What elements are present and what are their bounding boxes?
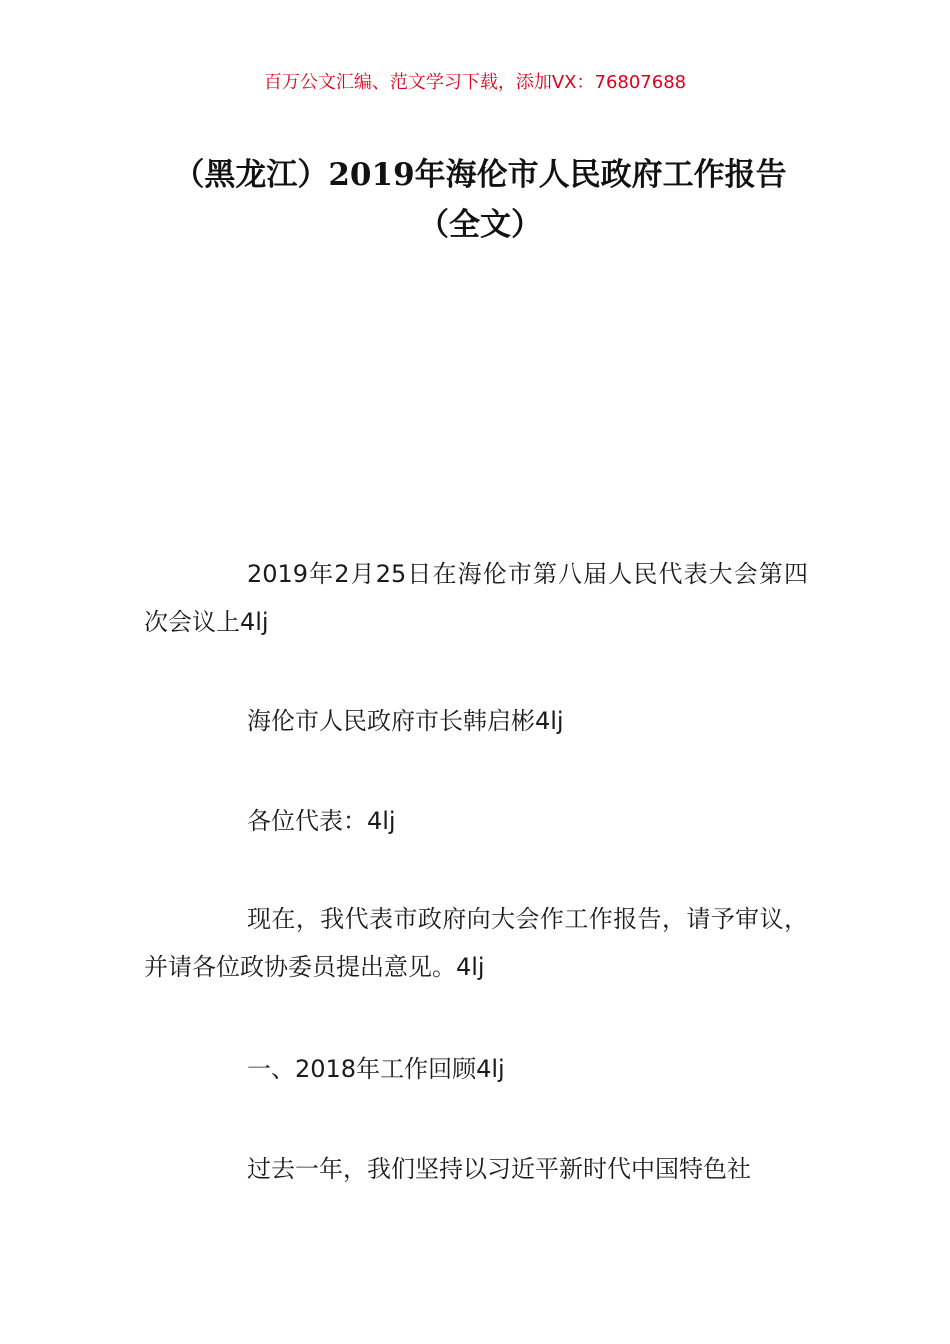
- paragraph-text: 过去一年，我们坚持以习近平新时代中国特色社: [247, 1155, 751, 1183]
- paragraph-text: 2019年2月25日在海伦市第八届人民代表大会第四次会议上4lj: [144, 560, 808, 636]
- paragraph-intro: [144, 895, 808, 991]
- paragraph-salutation: [144, 797, 808, 845]
- paragraph-meeting-date: [144, 550, 808, 646]
- paragraph-text: 一、2018年工作回顾4lj: [247, 1055, 505, 1083]
- paragraph-text: 各位代表：4lj: [247, 807, 396, 835]
- paragraph-mayor: [144, 697, 808, 745]
- paragraph-text: 现在，我代表市政府向大会作工作报告，请予审议，并请各位政协委员提出意见。4lj: [144, 905, 808, 981]
- document-title: （黑龙江）2019年海伦市人民政府工作报告（全文）: [173, 157, 787, 243]
- header-watermark-text: 百万公文汇编、范文学习下载，添加VX：76807688: [263, 72, 687, 93]
- section-heading-review: [144, 1045, 808, 1093]
- paragraph-review-start: [144, 1145, 808, 1193]
- paragraph-text: 海伦市人民政府市长韩启彬4lj: [247, 707, 564, 735]
